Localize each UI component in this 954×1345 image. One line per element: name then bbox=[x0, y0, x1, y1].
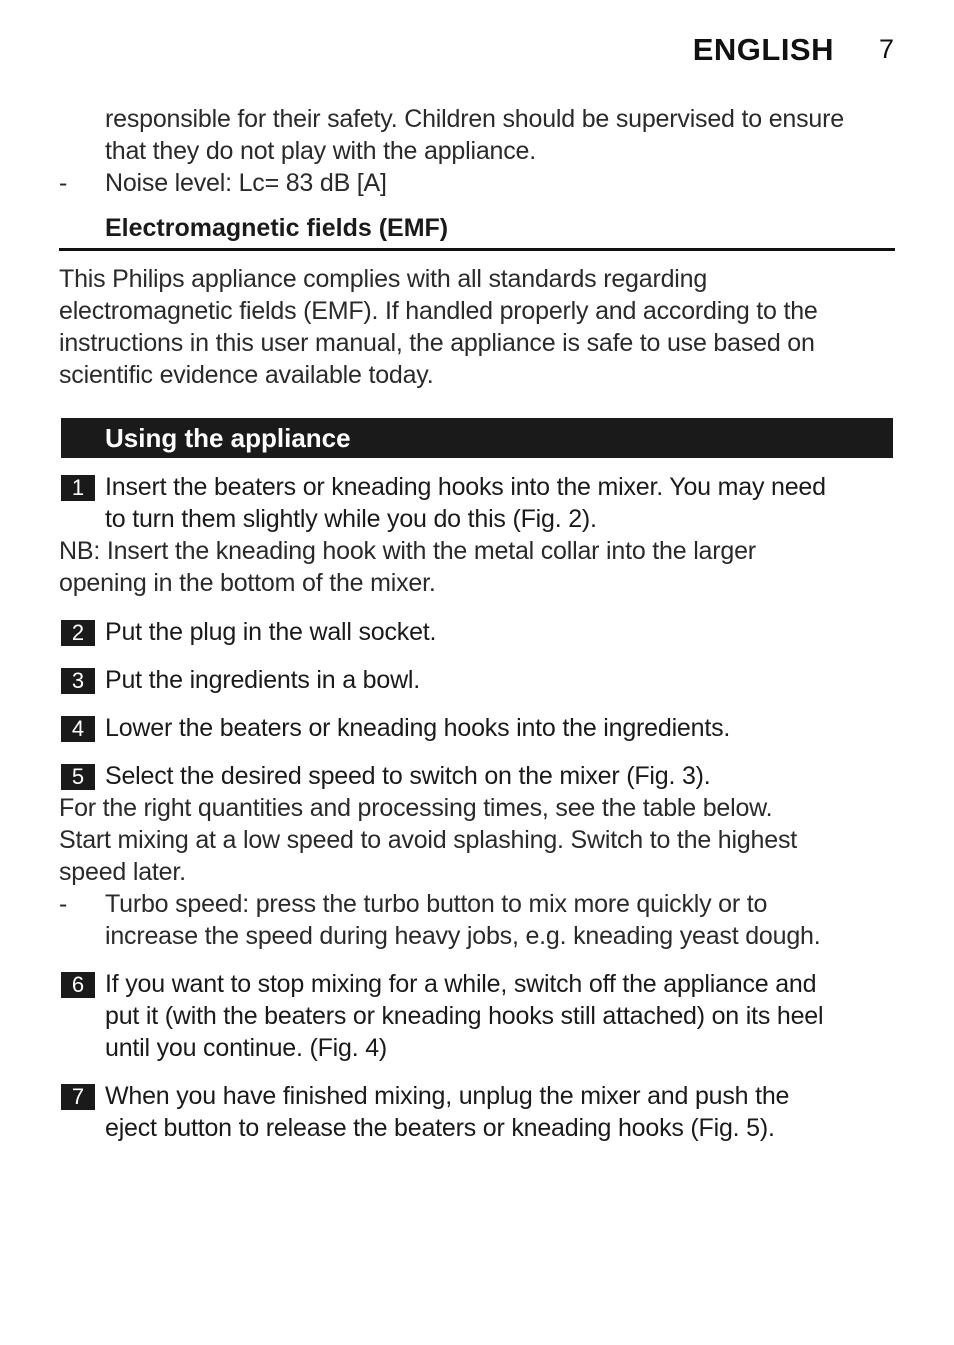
nb-note: opening in the bottom of the mixer. bbox=[59, 569, 436, 597]
step-note: speed later. bbox=[59, 858, 186, 886]
emf-text-line: This Philips appliance complies with all standards regarding bbox=[59, 265, 708, 293]
intro-line: responsible for their safety. Children should be supervised to ensure bbox=[105, 105, 844, 133]
step-text: Put the plug in the wall socket. bbox=[105, 618, 437, 646]
step-text: If you want to stop mixing for a while, switch off the appliance and bbox=[105, 970, 817, 998]
step-text: Put the ingredients in a bowl. bbox=[105, 666, 421, 694]
step-number-badge: 5 bbox=[61, 764, 95, 790]
nb-note: NB: Insert the kneading hook with the metal collar into the larger bbox=[59, 537, 756, 565]
turbo-note: increase the speed during heavy jobs, e.g. kneading yeast dough. bbox=[105, 922, 821, 950]
emf-text-line: scientific evidence available today. bbox=[59, 361, 434, 389]
noise-level-text: Noise level: Lc= 83 dB [A] bbox=[105, 169, 387, 197]
step-text: Lower the beaters or kneading hooks into the ingredients. bbox=[105, 714, 731, 742]
step-text: until you continue. (Fig. 4) bbox=[105, 1034, 388, 1062]
step-text: eject button to release the beaters or kneading hooks (Fig. 5). bbox=[105, 1114, 775, 1142]
turbo-note: Turbo speed: press the turbo button to mix more quickly or to bbox=[105, 890, 768, 918]
section-rule bbox=[59, 248, 895, 251]
emf-heading: Electromagnetic fields (EMF) bbox=[105, 214, 449, 242]
step-text: Insert the beaters or kneading hooks into the mixer. You may need bbox=[105, 473, 826, 501]
step-note: Start mixing at a low speed to avoid splashing. Switch to the highest bbox=[59, 826, 798, 854]
step-note: For the right quantities and processing times, see the table below. bbox=[59, 794, 773, 822]
step-number-badge: 4 bbox=[61, 716, 95, 742]
step-text: put it (with the beaters or kneading hooks still attached) on its heel bbox=[105, 1002, 824, 1030]
emf-text-line: instructions in this user manual, the appliance is safe to use based on bbox=[59, 329, 815, 357]
bullet-dash: - bbox=[59, 169, 68, 197]
step-number-badge: 7 bbox=[61, 1084, 95, 1110]
page-number: 7 bbox=[879, 34, 895, 64]
step-number-badge: 1 bbox=[61, 475, 95, 501]
step-text: Select the desired speed to switch on the mixer (Fig. 3). bbox=[105, 762, 711, 790]
step-number-badge: 2 bbox=[61, 620, 95, 646]
emf-text-line: electromagnetic fields (EMF). If handled properly and according to the bbox=[59, 297, 818, 325]
intro-line: that they do not play with the appliance. bbox=[105, 137, 536, 165]
step-text: to turn them slightly while you do this (Fig. 2). bbox=[105, 505, 597, 533]
language-header: ENGLISH bbox=[692, 32, 834, 67]
using-heading: Using the appliance bbox=[105, 423, 351, 453]
step-number-badge: 3 bbox=[61, 668, 95, 694]
step-text: When you have finished mixing, unplug the mixer and push the bbox=[105, 1082, 790, 1110]
bullet-dash: - bbox=[59, 890, 68, 918]
step-number-badge: 6 bbox=[61, 972, 95, 998]
